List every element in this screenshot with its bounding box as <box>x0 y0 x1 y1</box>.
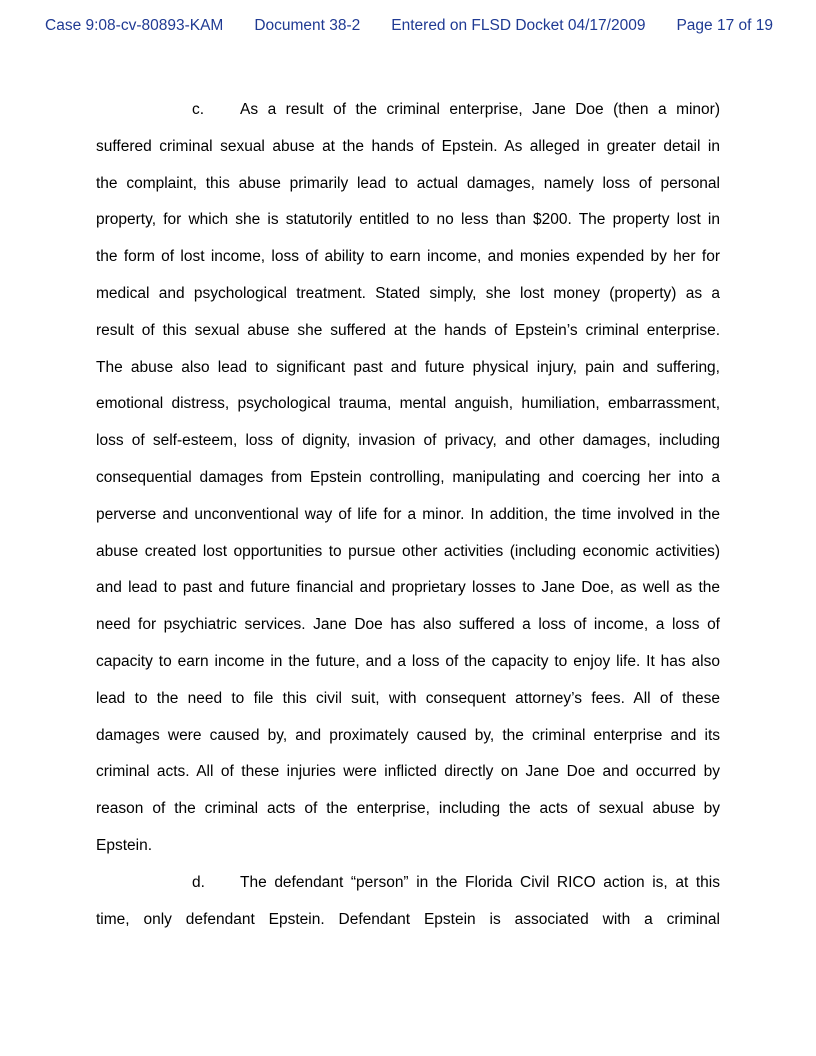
paragraph-line: and lead to past and future financial and proprietary losses to Jane Doe, as well as the <box>96 579 720 597</box>
paragraph-line: need for psychiatric services. Jane Doe has also suffered a loss of income, a loss of <box>96 616 720 634</box>
paragraph-line: damages were caused by, and proximately caused by, the criminal enterprise and its <box>96 726 720 744</box>
paragraph-d <box>96 865 720 939</box>
paragraph-line: emotional distress, psychological trauma, mental anguish, humiliation, embarrassment, <box>96 395 720 413</box>
paragraph-line: the form of lost income, loss of ability to earn income, and monies expended by her for <box>96 248 720 266</box>
paragraph-line: perverse and unconventional way of life for a minor. In addition, the time involved in the <box>96 505 720 523</box>
paragraph-line: lead to the need to file this civil suit, with consequent attorney’s fees. All of these <box>96 689 720 707</box>
paragraph-line: c. As a result of the criminal enterprise, Jane Doe (then a minor) <box>96 92 720 129</box>
paragraph-line: abuse created lost opportunities to pursue other activities (including economic activities) <box>96 542 720 560</box>
paragraph-line: reason of the criminal acts of the enterprise, including the acts of sexual abuse by <box>96 800 720 818</box>
docket-header <box>45 17 773 35</box>
paragraph-line: suffered criminal sexual abuse at the hands of Epstein. As alleged in greater detail in <box>96 137 720 155</box>
case-number: Case 9:08-cv-80893-KAM <box>45 17 224 34</box>
paragraph-line: medical and psychological treatment. Stated simply, she lost money (property) as a <box>96 284 720 302</box>
paragraph-line: Epstein. <box>96 836 153 854</box>
paragraph-line: time, only defendant Epstein. Defendant Epstein is associated with a criminal <box>96 910 720 928</box>
page-body <box>96 92 720 938</box>
docket-entry: Entered on FLSD Docket 04/17/2009 <box>391 17 646 34</box>
paragraph-line: the complaint, this abuse primarily lead to actual damages, namely loss of personal <box>96 174 720 192</box>
paragraph-line: The abuse also lead to significant past and future physical injury, pain and suffering, <box>96 358 720 376</box>
paragraph-c <box>96 92 720 865</box>
paragraph-line: criminal acts. All of these injuries were inflicted directly on Jane Doe and occurred by <box>96 763 720 781</box>
page-number: Page 17 of 19 <box>676 17 773 34</box>
paragraph-line: property, for which she is statutorily entitled to no less than $200. The property lost in <box>96 211 720 229</box>
paragraph-marker: d. <box>192 873 205 891</box>
paragraph-line: consequential damages from Epstein controlling, manipulating and coercing her into a <box>96 468 720 486</box>
paragraph-line: loss of self-esteem, loss of dignity, invasion of privacy, and other damages, including <box>96 432 720 450</box>
paragraph-line: capacity to earn income in the future, and a loss of the capacity to enjoy life. It has also <box>96 652 720 670</box>
paragraph-line: d. The defendant “person” in the Florida Civil RICO action is, at this <box>96 865 720 902</box>
paragraph-line: result of this sexual abuse she suffered at the hands of Epstein’s criminal enterprise. <box>96 321 720 339</box>
paragraph-marker: c. <box>192 101 205 118</box>
document-number: Document 38-2 <box>254 17 361 34</box>
